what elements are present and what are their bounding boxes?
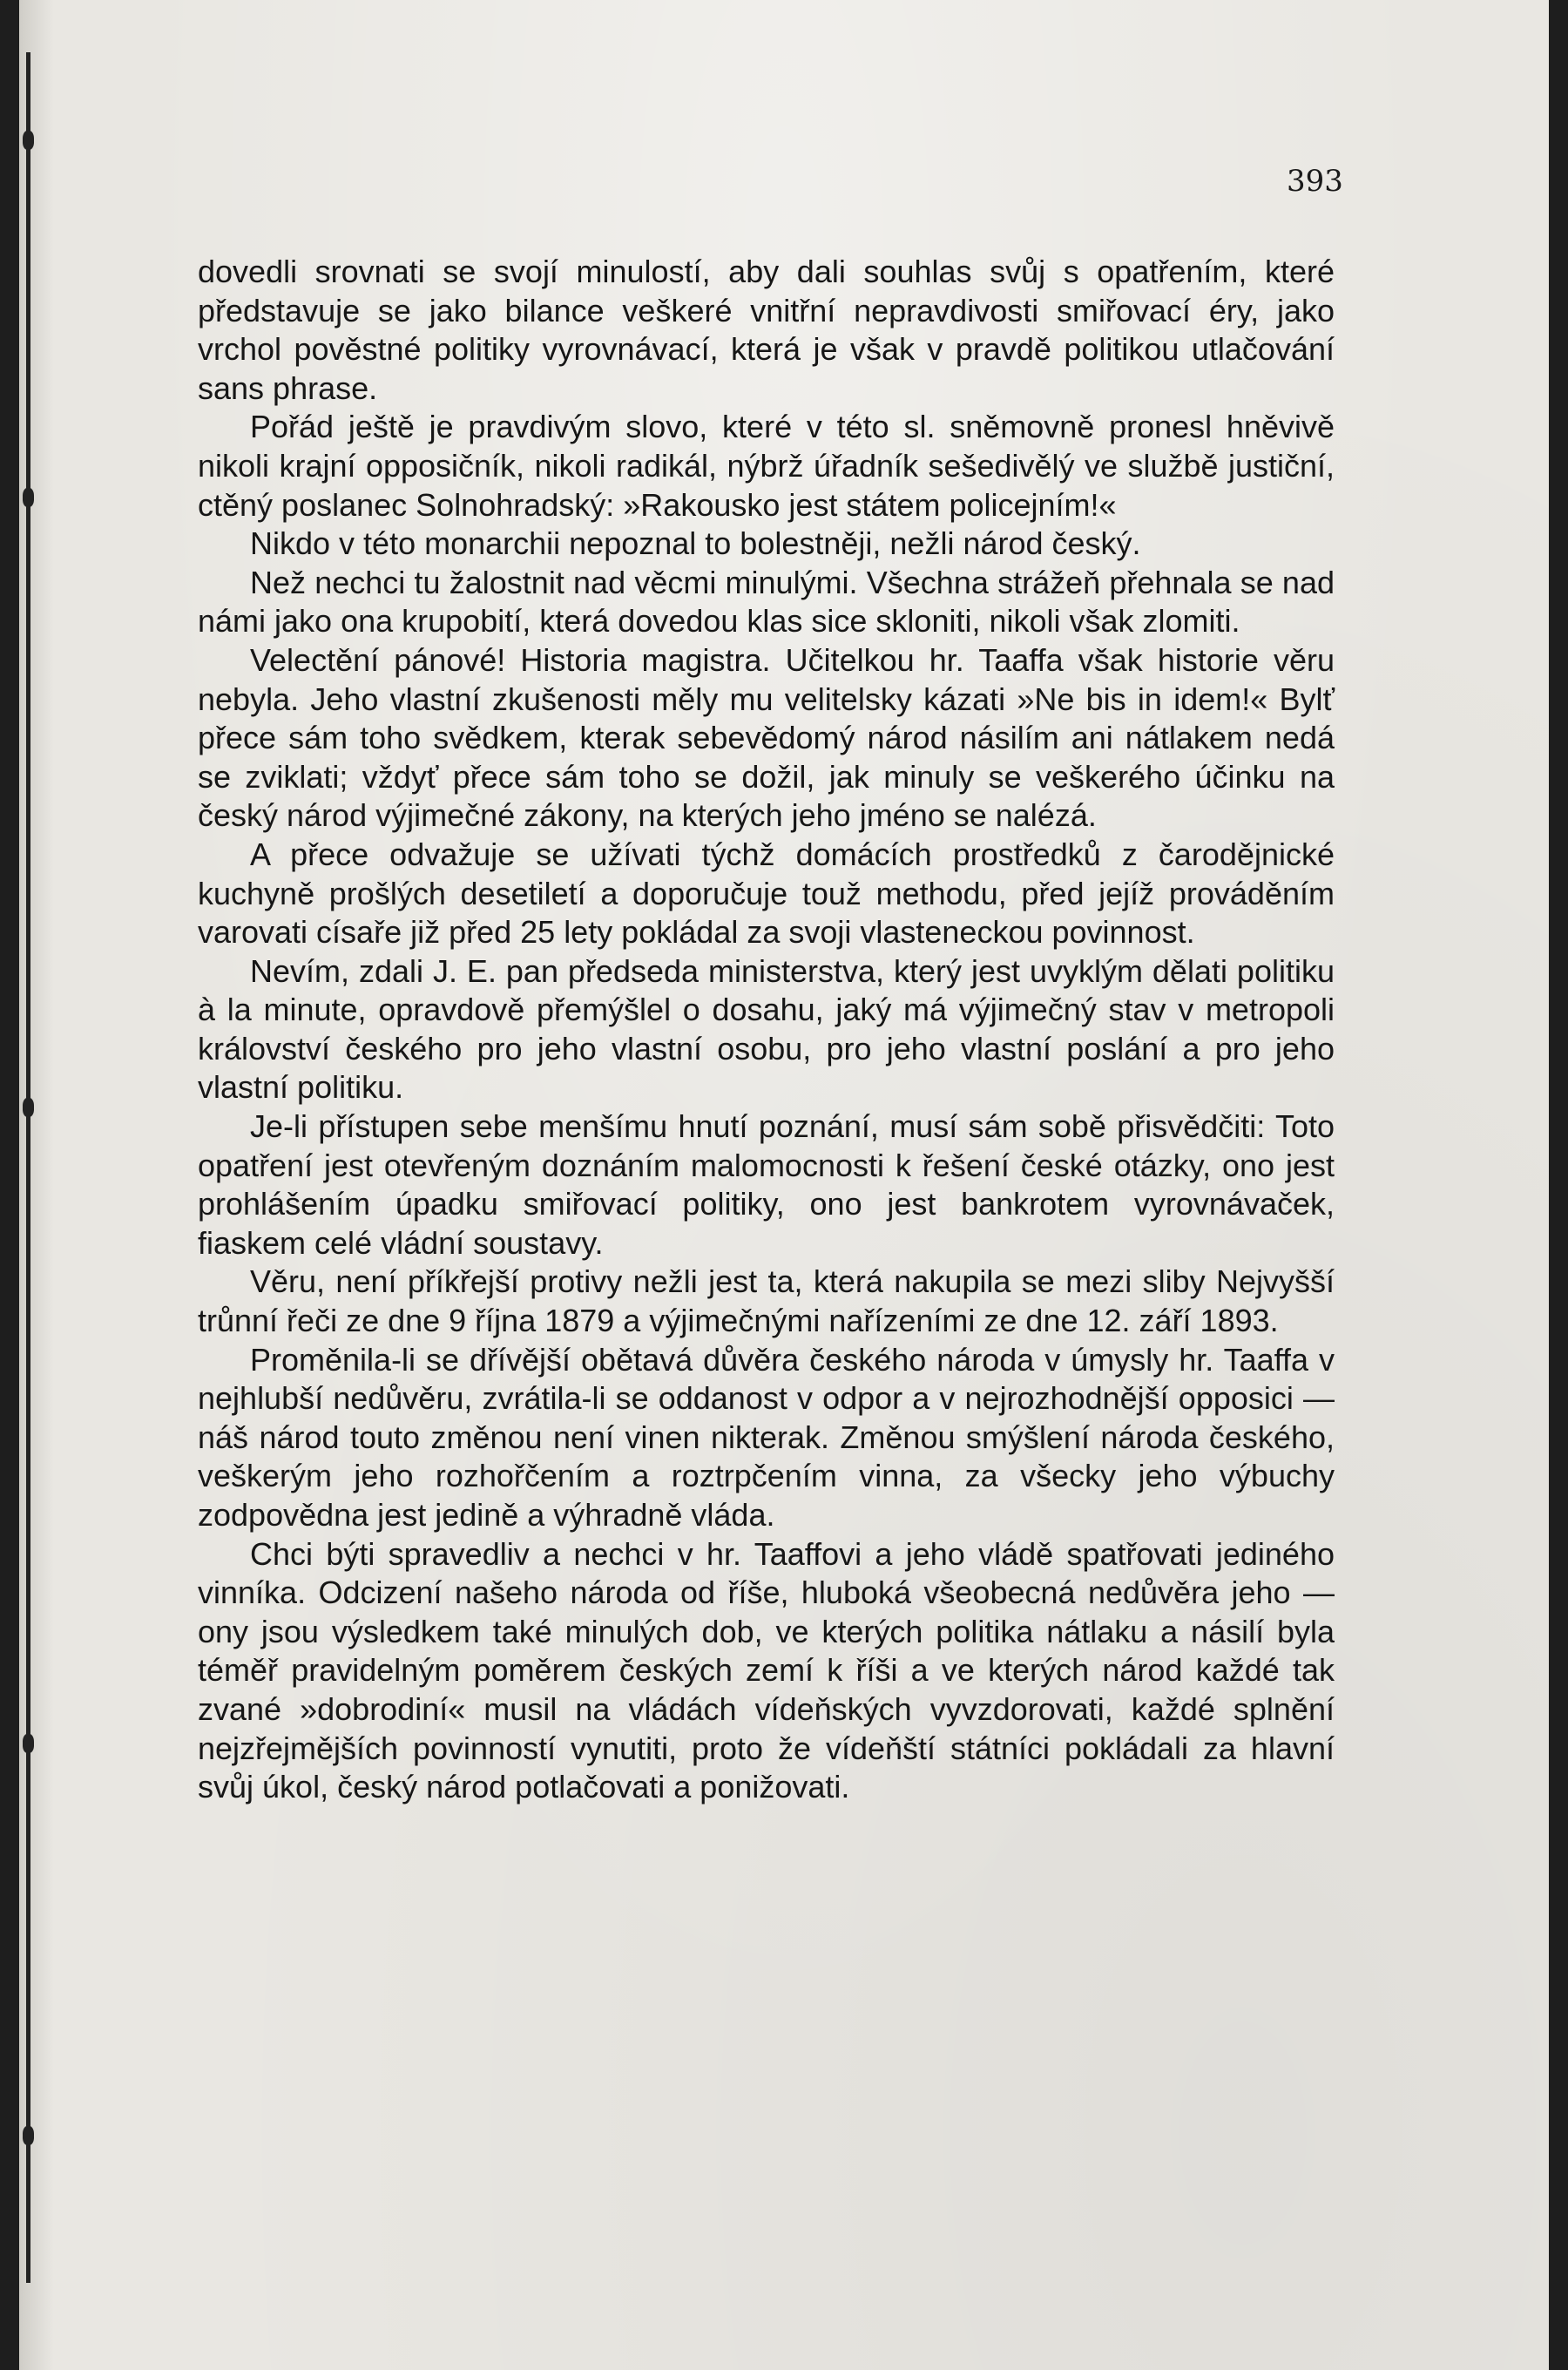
binding-mark xyxy=(23,2126,34,2145)
body-text xyxy=(198,253,1335,1807)
paragraph: Nevím, zdali J. E. pan předseda ministerstva, který jest uvyklým dělati politiku à la minute, opravdově přemýšlel o dosahu, jaký má výjimečný stav v metropoli království českého pro jeho vlastní osobu, pro jeho vlastní poslání a pro jeho vlastní politiku. xyxy=(198,952,1335,1106)
binding-mark xyxy=(23,1098,34,1117)
binding-mark xyxy=(23,131,34,150)
paragraph: Pořád ještě je pravdivým slovo, které v této sl. sněmovně pronesl hněvivě nikoli krajní opposičník, nikoli radikál, nýbrž úřadník sešedivělý ve službě justiční, ctěný poslanec Solnohradský: »Rakousko jest státem policejním!« xyxy=(198,409,1335,523)
binding-mark xyxy=(23,488,34,507)
paragraph: Je-li přístupen sebe menšímu hnutí poznání, musí sám sobě přisvědčiti: Toto opatření jest otevřeným doznáním malomocnosti k řešení české otázky, ono jest prohlášením úpadku smiřovací politiky, ono jest bankrotem vyrovnávaček, fiaskem celé vládní soustavy. xyxy=(198,1108,1335,1261)
paragraph: Velectění pánové! Historia magistra. Učitelkou hr. Taaffa však historie věru nebyla. Jeho vlastní zkušenosti měly mu velitelsky kázati »Ne bis in idem!« Bylť přece sám toho svědkem, kterak sebevědomý národ násilím ani nátlakem nedá se zviklati; vždyť přece sám toho se dožil, jak minuly se veškerého účinku na český národ výjimečné zákony, na kterých jeho jméno se nalézá. xyxy=(198,641,1335,834)
binding-mark xyxy=(23,1734,34,1753)
binding-line xyxy=(26,52,30,2283)
paragraph: Věru, není příkřejší protivy nežli jest ta, která nakupila se mezi sliby Nejvyšší trůnní řeči ze dne 9 října 1879 a výjimečnými nařízeními ze dne 12. září 1893. xyxy=(198,1263,1335,1339)
paragraph: A přece odvažuje se užívati týchž domácích prostředků z čarodějnické kuchyně prošlých desetiletí a doporučuje touž methodu, před jejíž prováděním varovati císaře již před 25 lety pokládal za svoji vlasteneckou povinnost. xyxy=(198,836,1335,951)
paragraph: Chci býti spravedliv a nechci v hr. Taaffovi a jeho vládě spatřovati jediného vinníka. Odcizení našeho národa od říše, hluboká všeobecná nedůvěra jeho — ony jsou výsledkem také minulých dob, ve kterých politika nátlaku a násilí byla téměř pravidelným poměrem českých zemí k říši a ve kterých národ každé tak zvané »dobrodiní« musil na vládách vídeňských vyvzdorovati, každé splnění nejzřejmějších povinností vynutiti, proto že vídeňští státníci pokládali za hlavní svůj úkol, český národ potlačovati a ponižovati. xyxy=(198,1535,1335,1805)
binding-edge xyxy=(19,0,54,2370)
paragraph: dovedli srovnati se svojí minulostí, aby dali souhlas svůj s opatřením, které představuje se jako bilance veškeré vnitřní nepravdivosti smiřovací éry, jako vrchol pověstné politiky vyrovnávací, která je však v pravdě politikou utlačování sans phrase. xyxy=(198,254,1335,406)
paragraph: Nikdo v této monarchii nepoznal to bolestněji, nežli národ český. xyxy=(250,525,1141,562)
document-page xyxy=(19,0,1549,2370)
page-number: 393 xyxy=(1287,164,1343,199)
paragraph: Než nechci tu žalostnit nad věcmi minulými. Všechna strážeň přehnala se nad námi jako ona krupobití, která dovedou klas sice skloniti, nikoli však zlomiti. xyxy=(198,564,1335,640)
paragraph: Proměnila-li se dřívější obětavá důvěra českého národa v úmysly hr. Taaffa v nejhlubší nedůvěru, zvrátila-li se oddanost v odpor a v nejrozhodnější opposici — náš národ touto změnou není vinen nikterak. Změnou smýšlení národa českého, veškerým jeho rozhořčením a roztrpčením vinna, za všecky jeho výbuchy zodpovědna jest jedině a výhradně vláda. xyxy=(198,1341,1335,1533)
